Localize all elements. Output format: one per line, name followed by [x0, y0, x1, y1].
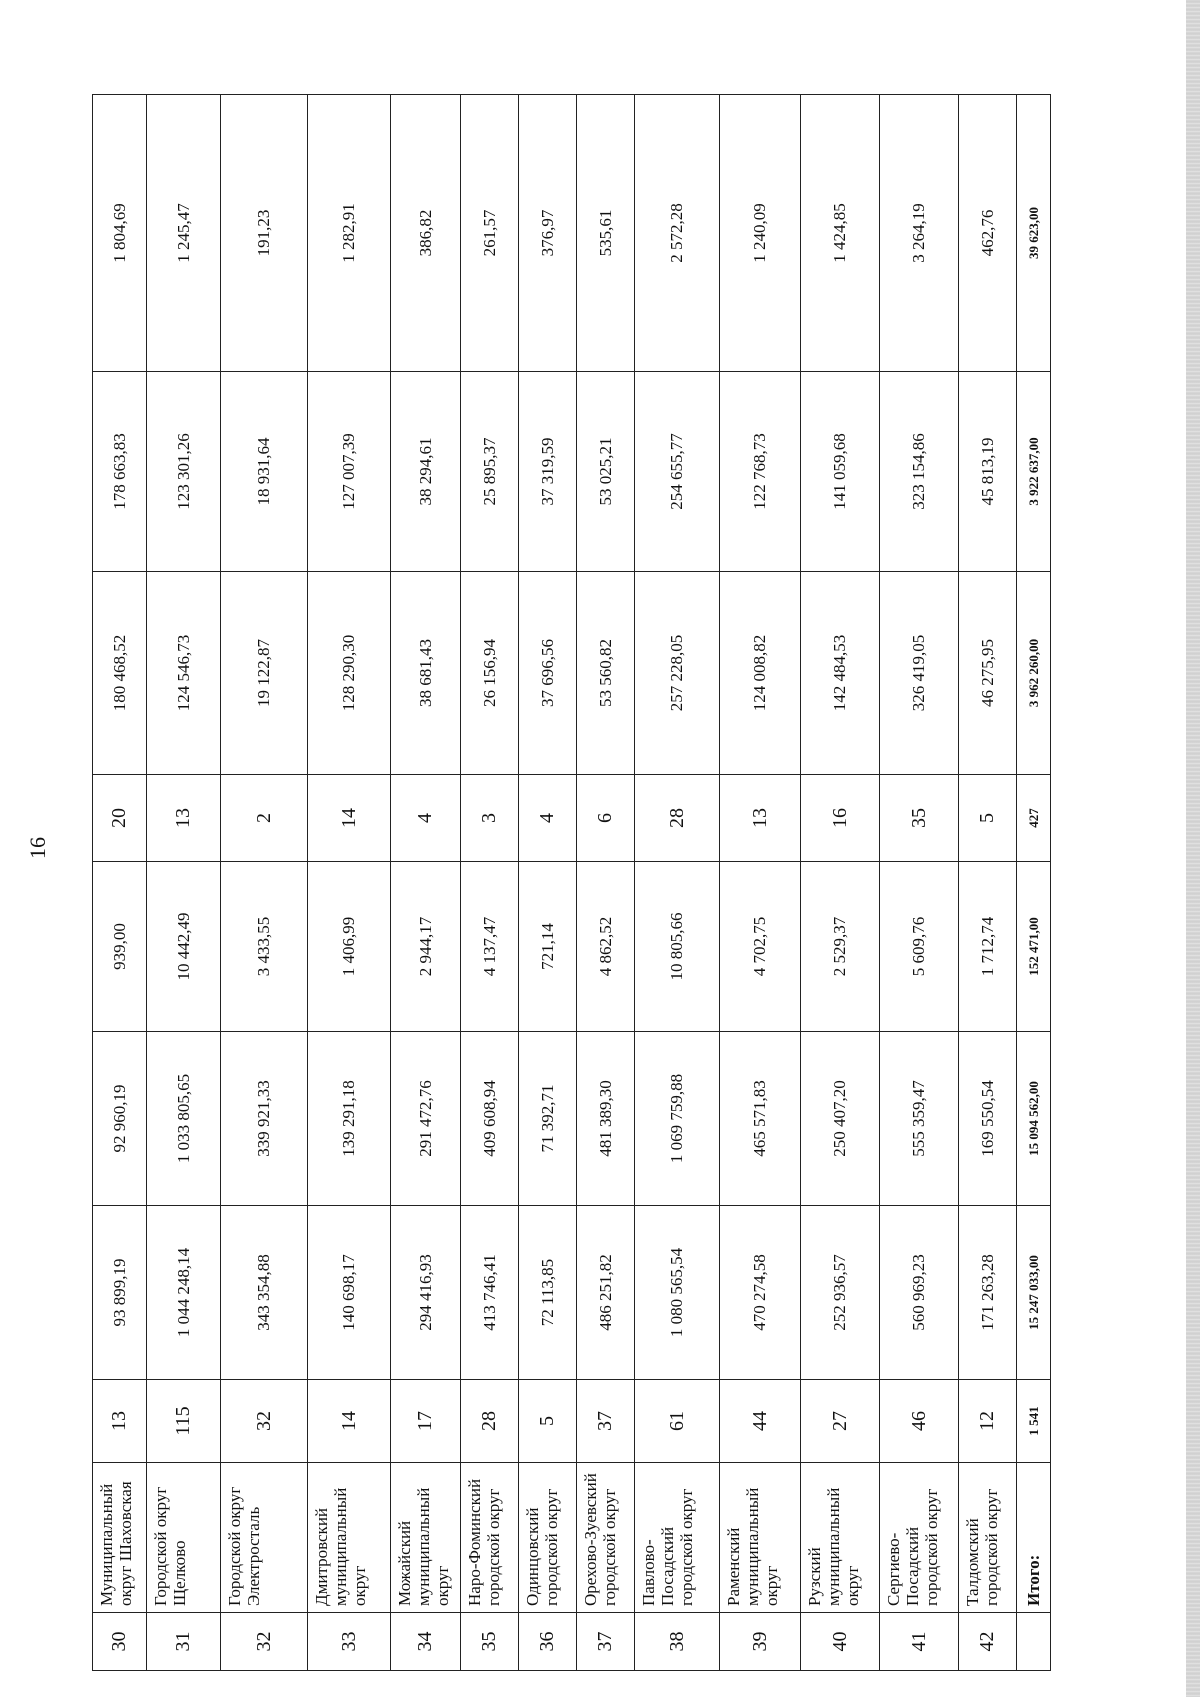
amount-2-cell: 339 921,33 [221, 1032, 308, 1206]
amount-3-cell: 1 712,74 [959, 862, 1017, 1032]
amount-5-cell: 323 154,86 [880, 372, 959, 572]
row-number-cell: 40 [801, 1613, 880, 1671]
total-count-1-cell: 1 541 [1017, 1380, 1051, 1463]
count-2-cell: 35 [880, 775, 959, 862]
amount-3-cell: 5 609,76 [880, 862, 959, 1032]
amount-6-cell: 1 424,85 [801, 95, 880, 372]
amount-5-cell: 123 301,26 [147, 372, 221, 572]
amount-1-cell: 252 936,57 [801, 1206, 880, 1380]
table-row [880, 95, 959, 1671]
amount-6-cell: 261,57 [461, 95, 519, 372]
table-row [221, 95, 308, 1671]
amount-1-cell: 72 113,85 [519, 1206, 577, 1380]
count-1-cell: 14 [308, 1380, 391, 1463]
table-row [93, 95, 147, 1671]
amount-4-cell: 38 681,43 [391, 572, 461, 775]
amount-2-cell: 409 608,94 [461, 1032, 519, 1206]
page-number: 16 [25, 837, 50, 859]
row-number-cell: 30 [93, 1613, 147, 1671]
count-1-cell: 17 [391, 1380, 461, 1463]
municipality-name-cell: Талдомский городской округ [959, 1463, 1017, 1613]
total-amount-3-cell: 152 471,00 [1017, 862, 1051, 1032]
table-row [519, 95, 577, 1671]
amount-4-cell: 128 290,30 [308, 572, 391, 775]
count-1-cell: 28 [461, 1380, 519, 1463]
row-number-cell: 37 [577, 1613, 635, 1671]
amount-3-cell: 3 433,55 [221, 862, 308, 1032]
row-number-cell: 42 [959, 1613, 1017, 1671]
row-number-cell: 41 [880, 1613, 959, 1671]
amount-5-cell: 254 655,77 [635, 372, 720, 572]
count-2-cell: 20 [93, 775, 147, 862]
data-table [92, 94, 1051, 1671]
amount-6-cell: 1 245,47 [147, 95, 221, 372]
amount-2-cell: 250 407,20 [801, 1032, 880, 1206]
total-amount-4-cell: 3 962 260,00 [1017, 572, 1051, 775]
amount-5-cell: 127 007,39 [308, 372, 391, 572]
amount-3-cell: 10 805,66 [635, 862, 720, 1032]
amount-3-cell: 10 442,49 [147, 862, 221, 1032]
table-row [461, 95, 519, 1671]
amount-6-cell: 462,76 [959, 95, 1017, 372]
amount-1-cell: 171 263,28 [959, 1206, 1017, 1380]
amount-5-cell: 141 059,68 [801, 372, 880, 572]
table-row [308, 95, 391, 1671]
row-number-cell: 35 [461, 1613, 519, 1671]
table-row [635, 95, 720, 1671]
amount-4-cell: 37 696,56 [519, 572, 577, 775]
amount-4-cell: 326 419,05 [880, 572, 959, 775]
amount-2-cell: 1 069 759,88 [635, 1032, 720, 1206]
amount-4-cell: 257 228,05 [635, 572, 720, 775]
amount-5-cell: 18 931,64 [221, 372, 308, 572]
amount-1-cell: 486 251,82 [577, 1206, 635, 1380]
count-2-cell: 6 [577, 775, 635, 862]
count-2-cell: 4 [519, 775, 577, 862]
municipality-name-cell: Муниципальный округ Шаховская [93, 1463, 147, 1613]
municipality-name-cell: Городской округ Электросталь [221, 1463, 308, 1613]
amount-6-cell: 3 264,19 [880, 95, 959, 372]
count-2-cell: 13 [720, 775, 801, 862]
municipality-name-cell: Сергиево-Посадский городской округ [880, 1463, 959, 1613]
row-number-cell: 33 [308, 1613, 391, 1671]
count-2-cell: 4 [391, 775, 461, 862]
amount-6-cell: 386,82 [391, 95, 461, 372]
count-1-cell: 12 [959, 1380, 1017, 1463]
count-2-cell: 28 [635, 775, 720, 862]
row-number-cell: 38 [635, 1613, 720, 1671]
table-row [801, 95, 880, 1671]
municipality-name-cell: Раменский муниципальный округ [720, 1463, 801, 1613]
amount-2-cell: 1 033 805,65 [147, 1032, 221, 1206]
municipality-name-cell: Наро-Фоминский городской округ [461, 1463, 519, 1613]
amount-1-cell: 560 969,23 [880, 1206, 959, 1380]
row-number-cell: 39 [720, 1613, 801, 1671]
amount-5-cell: 178 663,83 [93, 372, 147, 572]
amount-1-cell: 1 044 248,14 [147, 1206, 221, 1380]
amount-4-cell: 124 546,73 [147, 572, 221, 775]
count-1-cell: 46 [880, 1380, 959, 1463]
count-2-cell: 2 [221, 775, 308, 862]
scan-edge [1186, 0, 1200, 1697]
amount-6-cell: 535,61 [577, 95, 635, 372]
count-2-cell: 13 [147, 775, 221, 862]
municipality-name-cell: Дмитровский муниципальный округ [308, 1463, 391, 1613]
amount-6-cell: 191,23 [221, 95, 308, 372]
amount-3-cell: 4 702,75 [720, 862, 801, 1032]
amount-6-cell: 376,97 [519, 95, 577, 372]
municipality-name-cell: Одинцовский городской округ [519, 1463, 577, 1613]
amount-2-cell: 555 359,47 [880, 1032, 959, 1206]
amount-6-cell: 1 804,69 [93, 95, 147, 372]
total-amount-6-cell: 39 623,00 [1017, 95, 1051, 372]
municipality-name-cell: Орехово-Зуевский городской округ [577, 1463, 635, 1613]
amount-1-cell: 470 274,58 [720, 1206, 801, 1380]
amount-2-cell: 71 392,71 [519, 1032, 577, 1206]
amount-3-cell: 939,00 [93, 862, 147, 1032]
amount-5-cell: 53 025,21 [577, 372, 635, 572]
total-blank-cell [1017, 1613, 1051, 1671]
amount-5-cell: 122 768,73 [720, 372, 801, 572]
count-2-cell: 14 [308, 775, 391, 862]
amount-2-cell: 291 472,76 [391, 1032, 461, 1206]
count-2-cell: 16 [801, 775, 880, 862]
municipality-name-cell: Павлово-Посадский городской округ [635, 1463, 720, 1613]
amount-6-cell: 1 240,09 [720, 95, 801, 372]
count-1-cell: 37 [577, 1380, 635, 1463]
amount-2-cell: 92 960,19 [93, 1032, 147, 1206]
count-1-cell: 32 [221, 1380, 308, 1463]
amount-3-cell: 4 137,47 [461, 862, 519, 1032]
municipality-name-cell: Рузский муниципальный округ [801, 1463, 880, 1613]
amount-1-cell: 294 416,93 [391, 1206, 461, 1380]
total-amount-1-cell: 15 247 033,00 [1017, 1206, 1051, 1380]
amount-2-cell: 169 550,54 [959, 1032, 1017, 1206]
amount-6-cell: 2 572,28 [635, 95, 720, 372]
count-1-cell: 44 [720, 1380, 801, 1463]
amount-5-cell: 25 895,37 [461, 372, 519, 572]
amount-6-cell: 1 282,91 [308, 95, 391, 372]
table-row [577, 95, 635, 1671]
row-number-cell: 32 [221, 1613, 308, 1671]
amount-1-cell: 140 698,17 [308, 1206, 391, 1380]
amount-3-cell: 721,14 [519, 862, 577, 1032]
table-row [147, 95, 221, 1671]
amount-4-cell: 124 008,82 [720, 572, 801, 775]
amount-4-cell: 180 468,52 [93, 572, 147, 775]
amount-5-cell: 38 294,61 [391, 372, 461, 572]
amount-4-cell: 142 484,53 [801, 572, 880, 775]
table-row [391, 95, 461, 1671]
count-1-cell: 5 [519, 1380, 577, 1463]
amount-2-cell: 139 291,18 [308, 1032, 391, 1206]
amount-2-cell: 465 571,83 [720, 1032, 801, 1206]
amount-4-cell: 26 156,94 [461, 572, 519, 775]
total-amount-2-cell: 15 094 562,00 [1017, 1032, 1051, 1206]
count-2-cell: 3 [461, 775, 519, 862]
amount-1-cell: 93 899,19 [93, 1206, 147, 1380]
amount-5-cell: 45 813,19 [959, 372, 1017, 572]
total-label-cell: Итого: [1017, 1463, 1051, 1613]
total-count-2-cell: 427 [1017, 775, 1051, 862]
amount-3-cell: 4 862,52 [577, 862, 635, 1032]
table-row [959, 95, 1017, 1671]
count-2-cell: 5 [959, 775, 1017, 862]
count-1-cell: 13 [93, 1380, 147, 1463]
row-number-cell: 36 [519, 1613, 577, 1671]
amount-1-cell: 413 746,41 [461, 1206, 519, 1380]
count-1-cell: 27 [801, 1380, 880, 1463]
amount-2-cell: 481 389,30 [577, 1032, 635, 1206]
amount-5-cell: 37 319,59 [519, 372, 577, 572]
rotated-table-wrapper [92, 95, 1043, 1671]
municipality-name-cell: Городской округ Щелково [147, 1463, 221, 1613]
amount-3-cell: 2 944,17 [391, 862, 461, 1032]
row-number-cell: 34 [391, 1613, 461, 1671]
amount-4-cell: 53 560,82 [577, 572, 635, 775]
amount-1-cell: 1 080 565,54 [635, 1206, 720, 1380]
amount-3-cell: 1 406,99 [308, 862, 391, 1032]
amount-1-cell: 343 354,88 [221, 1206, 308, 1380]
total-row [1017, 95, 1051, 1671]
row-number-cell: 31 [147, 1613, 221, 1671]
amount-4-cell: 19 122,87 [221, 572, 308, 775]
total-amount-5-cell: 3 922 637,00 [1017, 372, 1051, 572]
municipality-name-cell: Можайский муниципальный округ [391, 1463, 461, 1613]
count-1-cell: 61 [635, 1380, 720, 1463]
table-row [720, 95, 801, 1671]
count-1-cell: 115 [147, 1380, 221, 1463]
amount-3-cell: 2 529,37 [801, 862, 880, 1032]
amount-4-cell: 46 275,95 [959, 572, 1017, 775]
